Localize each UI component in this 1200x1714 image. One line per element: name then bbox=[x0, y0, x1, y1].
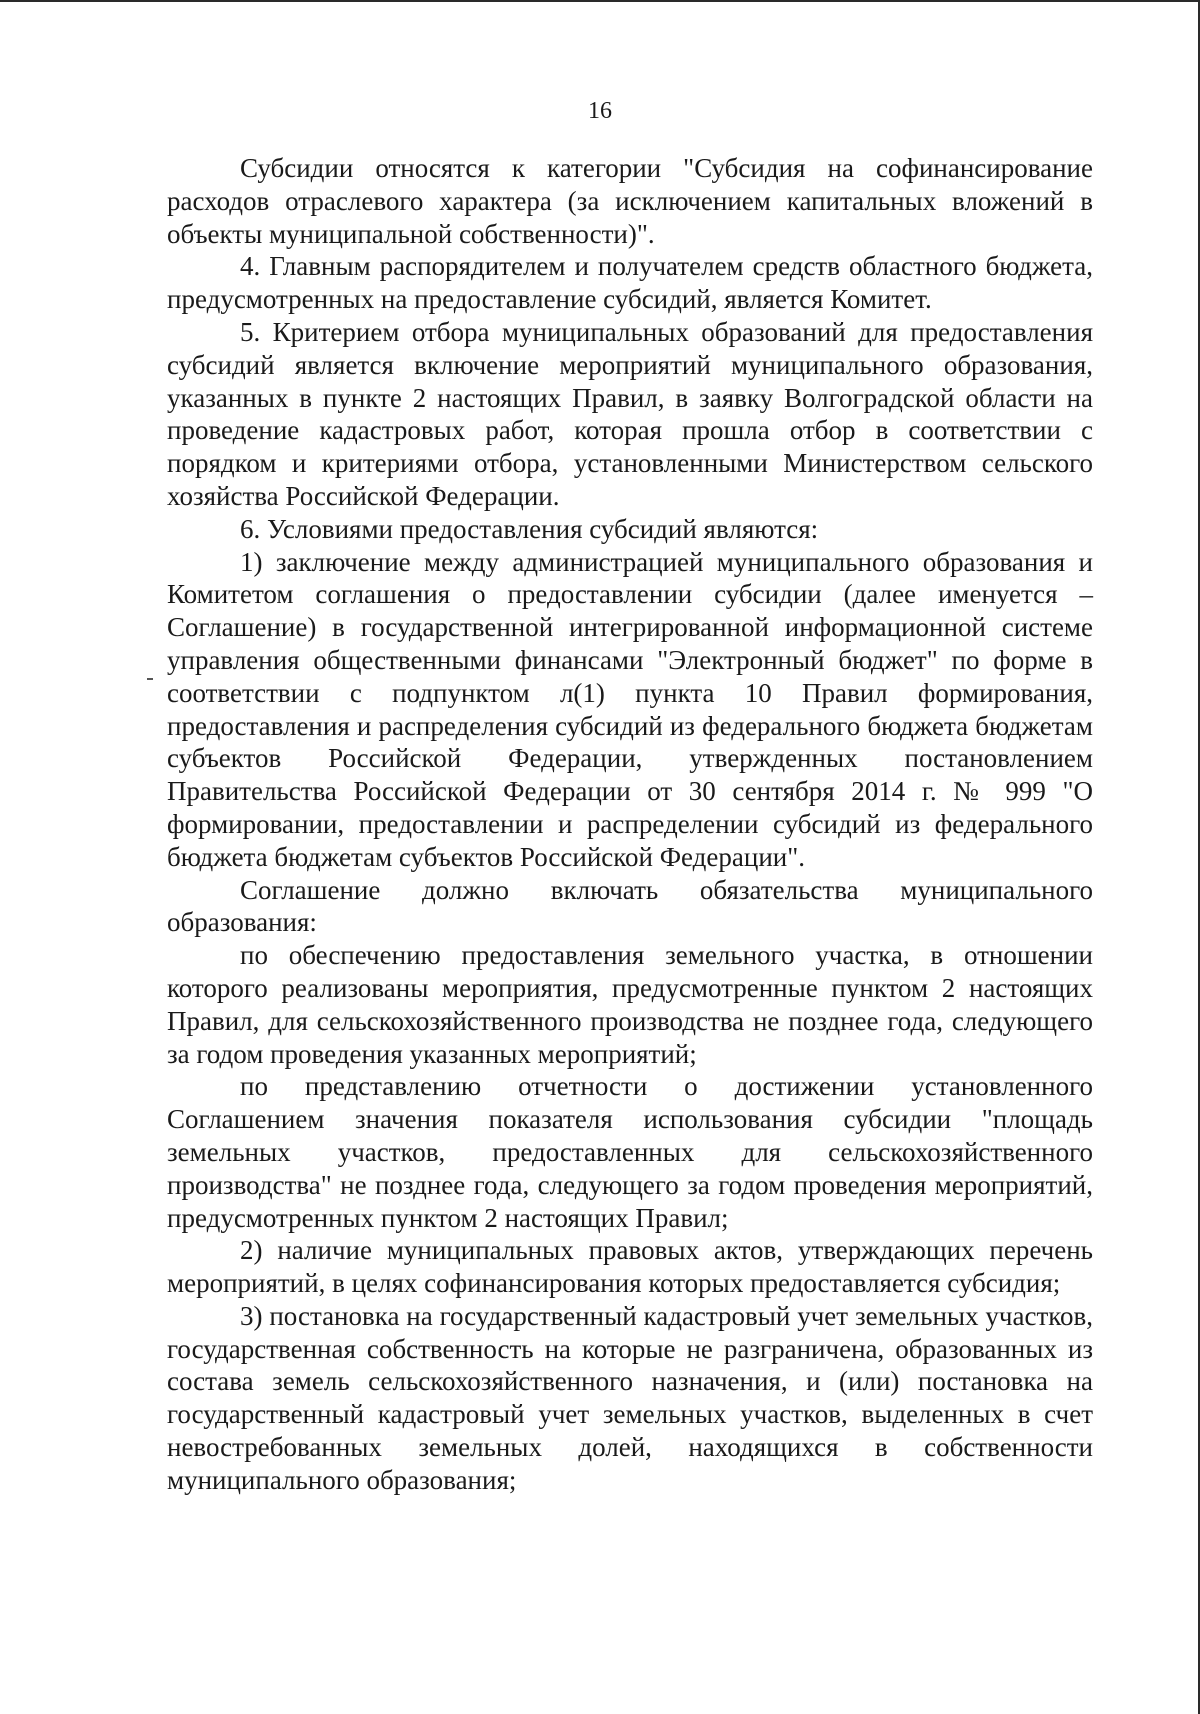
paragraph-obligation-land-provision: по обеспечению предоставления земельного участка, в отношении которого реализованы мероприятия, предусмотренные пунктом 2 настоящих Правил, для сельскохозяйственного производства не позднее года, следующего за годом проведения указанных мероприятий; bbox=[167, 940, 1093, 1069]
paragraph-agreement-obligations: Соглашение должно включать обязательства муниципального образования: bbox=[167, 874, 1093, 938]
paragraph-5-selection-criterion: 5. Критерием отбора муниципальных образований для предоставления субсидий является включение мероприятий муниципального образования, указанных в пункте 2 настоящих Правил, в заявку Волгоградской области на проведение кадастровых работ, которая прошла отбор в соответствии с порядком и критериями отбора, установленными Министерством сельского хозяйства Российской Федерации. bbox=[167, 316, 1093, 511]
scan-border-top bbox=[0, 0, 1200, 2]
page-number: 16 bbox=[588, 98, 612, 124]
paragraph-4-main-administrator: 4. Главным распорядителем и получателем средств областного бюджета, предусмотренных на предоставление субсидий, является Комитет. bbox=[167, 251, 1093, 315]
paragraph-6-1-agreement: 1) заключение между администрацией муниципального образования и Комитетом соглашения о предоставлении субсидии (далее именуется – Соглашение) в государственной интегрированной информационной системе управления общественными финансами "Электронный бюджет" по форме в соответствии с подпунктом л(1) пункта 10 Правил формирования, предоставления и распределения субсидий из федерального бюджета бюджетам субъектов Российской Федерации, утвержденных постановлением Правительства Российской Федерации от 30 сентября 2014 г. № 999 "О формировании, предоставлении и распределении субсидий из федерального бюджета бюджетам субъектов Российской Федерации". bbox=[167, 546, 1093, 872]
paragraph-subsidy-category: Субсидии относятся к категории "Субсидия на софинансирование расходов отраслевого характера (за исключением капитальных вложений в объекты муниципальной собственности)". bbox=[167, 153, 1093, 249]
paragraph-obligation-reporting: по представлению отчетности о достижении установленного Соглашением значения показателя использования субсидии "площадь земельных участков, предоставленных для сельскохозяйственного производства" не позднее года, следующего за годом проведения мероприятий, предусмотренных пунктом 2 настоящих Правил; bbox=[167, 1071, 1093, 1233]
paragraph-6-conditions: 6. Условиями предоставления субсидий являются: bbox=[240, 513, 819, 544]
paragraph-6-3-cadastral-registration: 3) постановка на государственный кадастровый учет земельных участков, государственная собственность на которые не разграничена, образованных из состава земель сельскохозяйственного назначения, и (или) постановка на государственный кадастровый учет земельных участков, выделенных в счет невостребованных земельных долей, находящихся в собственности муниципального образования; bbox=[167, 1300, 1093, 1495]
document-body bbox=[167, 152, 1093, 1497]
margin-mark bbox=[147, 678, 153, 680]
paragraph-6-2-legal-acts: 2) наличие муниципальных правовых актов, утверждающих перечень мероприятий, в целях софинансирования которых предоставляется субсидия; bbox=[167, 1235, 1093, 1299]
